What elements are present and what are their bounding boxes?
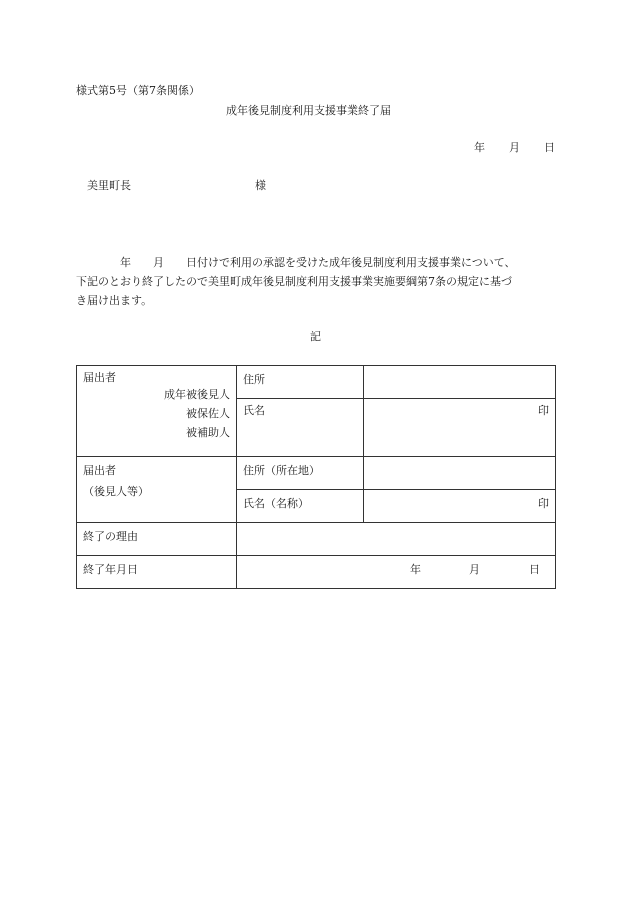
guardian-address-field[interactable] xyxy=(364,457,556,490)
form-table xyxy=(76,365,556,589)
document-title: 成年後見制度利用支援事業終了届 xyxy=(226,104,391,117)
submission-date xyxy=(474,141,555,155)
end-reason-field[interactable] xyxy=(237,523,556,556)
end-date-month: 月 xyxy=(469,563,480,576)
ki-heading: 記 xyxy=(310,330,321,343)
end-date-year: 年 xyxy=(410,563,421,576)
end-date-field[interactable] xyxy=(237,556,556,589)
ward-seal: 印 xyxy=(538,404,549,417)
addressee xyxy=(87,179,266,193)
date-month: 月 xyxy=(509,141,520,154)
guardian-address-label: 住所（所在地） xyxy=(237,457,364,490)
end-date-label: 終了年月日 xyxy=(77,556,237,589)
body-line-1: 年 月 日付けで利用の承認を受けた成年後見制度利用支援事業について、 xyxy=(76,256,516,269)
addressee-name: 美里町長 xyxy=(87,179,131,192)
addressee-honorific: 様 xyxy=(255,179,266,192)
body-line-2: 下記のとおり終了したので美里町成年後見制度利用支援事業実施要綱第7条の規定に基づ xyxy=(76,275,512,288)
form-number: 様式第5号（第7条関係） xyxy=(76,84,200,97)
ward-name-label: 氏名 xyxy=(237,399,364,457)
ward-name-field[interactable] xyxy=(364,399,556,457)
ward-address-field[interactable] xyxy=(364,366,556,399)
ward-label: 届出者 xyxy=(83,371,116,384)
ward-cell xyxy=(77,366,237,457)
guardian-name-label: 氏名（名称） xyxy=(237,490,364,523)
date-year: 年 xyxy=(474,141,485,154)
guardian-cell xyxy=(77,457,237,523)
ward-type-2: 被保佐人 xyxy=(186,407,230,420)
guardian-seal: 印 xyxy=(538,497,549,510)
body-text xyxy=(76,253,556,310)
ward-address-label: 住所 xyxy=(237,366,364,399)
end-reason-label: 終了の理由 xyxy=(77,523,237,556)
guardian-name-field[interactable] xyxy=(364,490,556,523)
end-date-day: 日 xyxy=(529,563,540,576)
date-day: 日 xyxy=(544,141,555,154)
guardian-sub: （後見人等） xyxy=(83,485,149,498)
guardian-label: 届出者 xyxy=(83,464,116,477)
ward-types xyxy=(83,385,230,442)
body-line-3: き届け出ます。 xyxy=(76,294,153,307)
ward-type-1: 成年被後見人 xyxy=(164,388,230,401)
ward-type-3: 被補助人 xyxy=(186,426,230,439)
